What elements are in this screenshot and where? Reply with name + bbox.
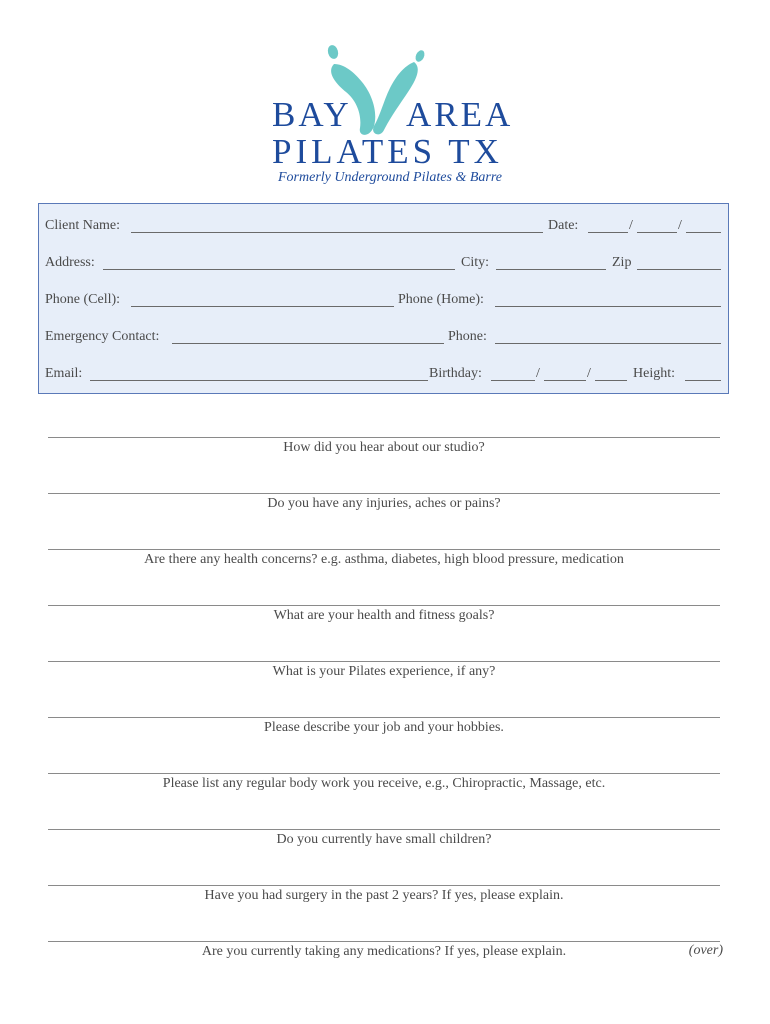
date-year-field[interactable] bbox=[686, 232, 721, 233]
address-row bbox=[45, 252, 722, 274]
address-field[interactable] bbox=[103, 269, 455, 270]
emergency-contact-label: Emergency Contact: bbox=[45, 329, 160, 344]
emergency-phone-field[interactable] bbox=[495, 343, 721, 344]
question-text: Please list any regular body work you receive, e.g., Chiropractic, Massage, etc. bbox=[162, 776, 606, 791]
over-page-note: (over) bbox=[688, 943, 723, 958]
date-day-field[interactable] bbox=[637, 232, 677, 233]
phone-row bbox=[45, 289, 722, 311]
phone-home-label: Phone (Home): bbox=[398, 292, 484, 307]
question-text: Have you had surgery in the past 2 years? If yes, please explain. bbox=[204, 888, 564, 903]
question-text: Do you currently have small children? bbox=[276, 832, 492, 847]
question-text: Are you currently taking any medications? If yes, please explain. bbox=[201, 944, 567, 959]
zip-label: Zip bbox=[612, 255, 632, 270]
answer-line[interactable] bbox=[48, 829, 720, 830]
answer-line[interactable] bbox=[48, 605, 720, 606]
city-label: City: bbox=[461, 255, 490, 270]
birthday-year-field[interactable] bbox=[595, 380, 627, 381]
height-field[interactable] bbox=[685, 380, 721, 381]
answer-line[interactable] bbox=[48, 773, 720, 774]
birthday-separator-1: / bbox=[536, 366, 540, 381]
question-text: What is your Pilates experience, if any? bbox=[272, 664, 496, 679]
address-label: Address: bbox=[45, 255, 95, 270]
birthday-month-field[interactable] bbox=[491, 380, 535, 381]
emergency-phone-label: Phone: bbox=[448, 329, 487, 344]
phone-home-field[interactable] bbox=[495, 306, 721, 307]
brand-tagline: Formerly Underground Pilates & Barre bbox=[278, 170, 502, 185]
client-name-row bbox=[45, 215, 722, 237]
phone-cell-field[interactable] bbox=[131, 306, 394, 307]
emergency-contact-row bbox=[45, 326, 722, 348]
email-label: Email: bbox=[45, 366, 83, 381]
answer-line[interactable] bbox=[48, 885, 720, 886]
brand-word-bay: BAY bbox=[272, 95, 352, 134]
question-text: What are your health and fitness goals? bbox=[273, 608, 495, 623]
email-row bbox=[45, 363, 722, 385]
email-field[interactable] bbox=[90, 380, 428, 381]
question-text: Please describe your job and your hobbies. bbox=[264, 720, 504, 735]
date-month-field[interactable] bbox=[588, 232, 628, 233]
birthday-label: Birthday: bbox=[429, 366, 482, 381]
phone-cell-label: Phone (Cell): bbox=[45, 292, 121, 307]
client-info-section bbox=[38, 203, 729, 394]
answer-line[interactable] bbox=[48, 493, 720, 494]
brand-word-pilates-tx: PILATES TX bbox=[272, 132, 503, 171]
brand-word-area: AREA bbox=[406, 95, 514, 134]
client-name-label: Client Name: bbox=[45, 218, 121, 233]
question-text: Are there any health concerns? e.g. asthma, diabetes, high blood pressure, medication bbox=[144, 552, 624, 567]
emergency-contact-field[interactable] bbox=[172, 343, 444, 344]
logo bbox=[0, 0, 770, 195]
answer-line[interactable] bbox=[48, 549, 720, 550]
question-text: Do you have any injuries, aches or pains? bbox=[267, 496, 501, 511]
birthday-separator-2: / bbox=[587, 366, 591, 381]
birthday-day-field[interactable] bbox=[544, 380, 586, 381]
zip-field[interactable] bbox=[637, 269, 721, 270]
answer-line[interactable] bbox=[48, 941, 720, 942]
date-label: Date: bbox=[548, 218, 579, 233]
city-field[interactable] bbox=[496, 269, 606, 270]
date-separator-1: / bbox=[629, 218, 633, 233]
answer-line[interactable] bbox=[48, 437, 720, 438]
question-text: How did you hear about our studio? bbox=[283, 440, 485, 455]
answer-line[interactable] bbox=[48, 717, 720, 718]
answer-line[interactable] bbox=[48, 661, 720, 662]
height-label: Height: bbox=[633, 366, 675, 381]
date-separator-2: / bbox=[678, 218, 682, 233]
client-name-field[interactable] bbox=[131, 232, 543, 233]
